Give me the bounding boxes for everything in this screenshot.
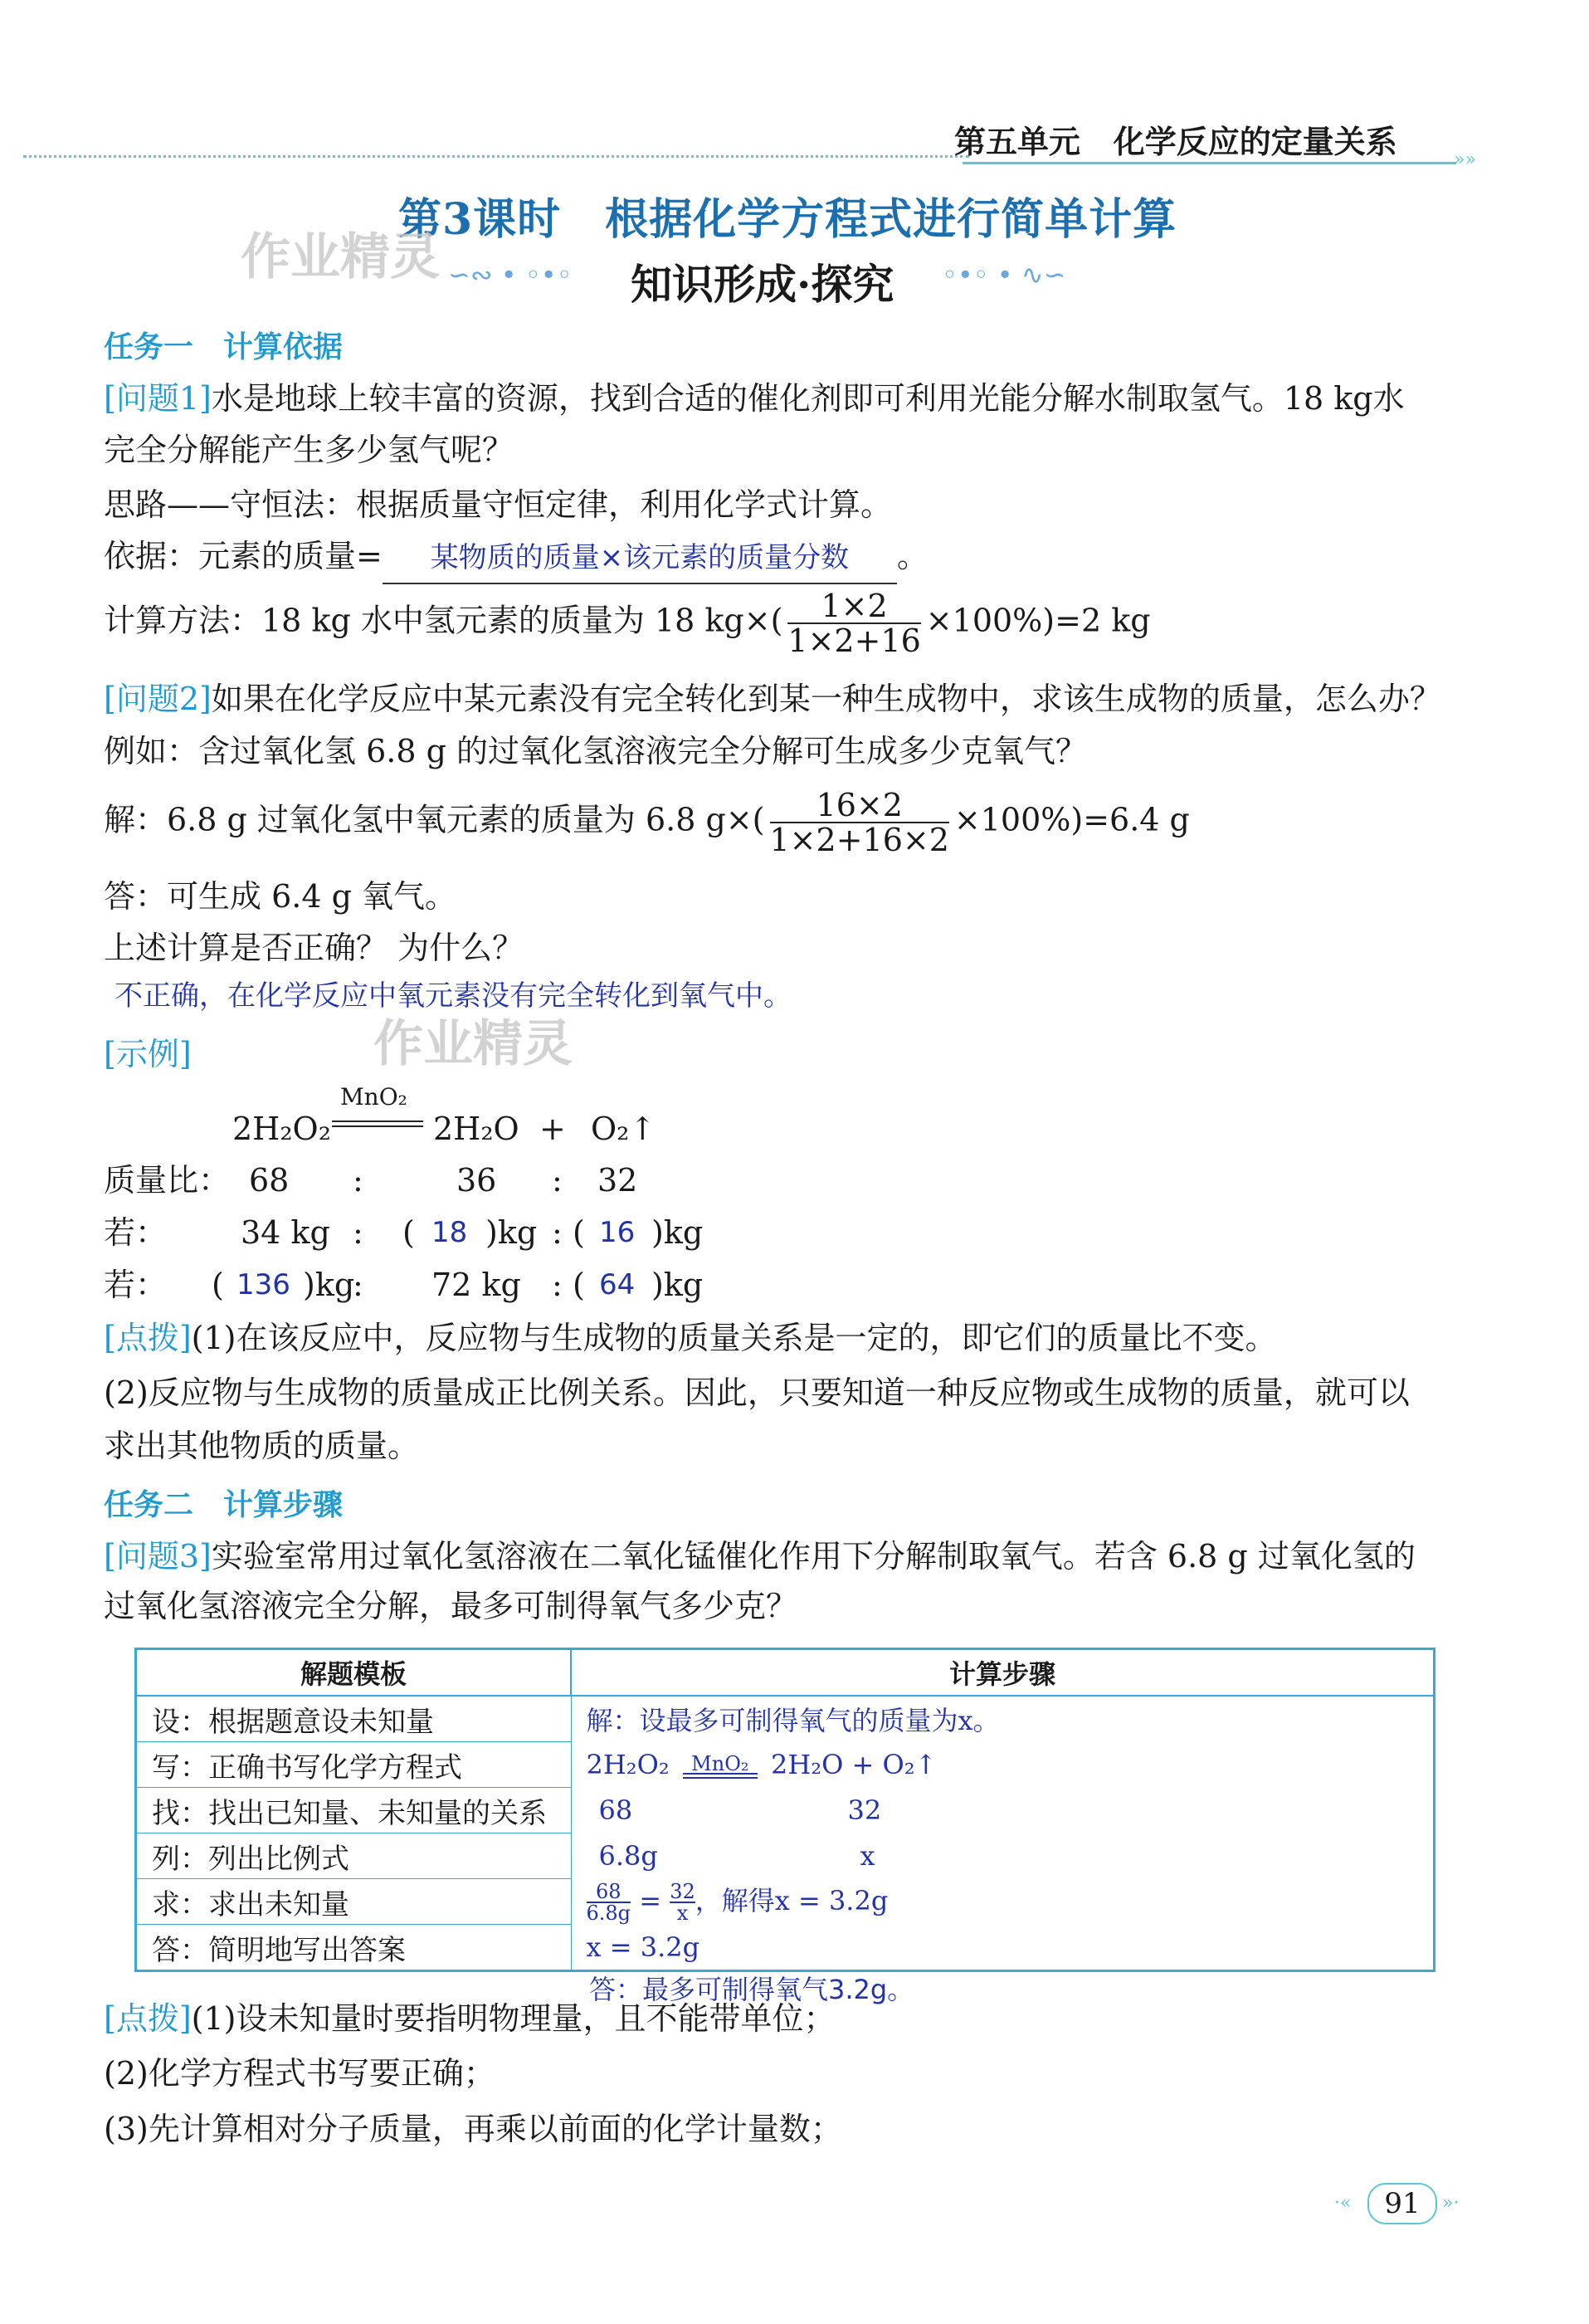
eq-arrow-line xyxy=(332,1120,423,1122)
row3-open: ( xyxy=(212,1267,224,1303)
ratio-colon: : xyxy=(552,1162,563,1199)
eq-arrow-line xyxy=(332,1125,423,1127)
row2-open: ( xyxy=(402,1214,415,1251)
fraction: $\frac{16\times 2}{1\times 2+16\times 2}$ xyxy=(769,787,949,858)
row2-unit: )kg xyxy=(651,1214,704,1251)
tip-2: (2)化学方程式书写要正确； xyxy=(104,2055,495,2092)
row2-colon: : xyxy=(552,1214,563,1251)
question-3: [问题3]实验室常用过氧化氢溶液在二氧化锰催化作用下分解制取氧气。若含 6.8 g 过氧化氢的 xyxy=(104,1538,1416,1575)
basis-answer: 某物质的质量×该元素的质量分数 xyxy=(430,541,850,574)
tip-2-cont: 求出其他物质的质量。 xyxy=(104,1428,420,1464)
question-tag: [问题1] xyxy=(104,380,212,417)
table-row xyxy=(136,1788,1435,1833)
ornament-right-icon: ◦•◦ • ∿∽ xyxy=(942,259,1066,290)
header-dotted-rule xyxy=(23,155,969,158)
ratio-a: 68 xyxy=(249,1162,290,1199)
tip-tag: [点拨] xyxy=(104,1320,192,1356)
ask-line: 上述计算是否正确？ 为什么？ xyxy=(104,930,524,966)
table-row xyxy=(136,1696,1435,1742)
lesson-title: 第3课时 根据化学方程式进行简单计算 xyxy=(398,194,1177,245)
table-row xyxy=(136,1879,1435,1925)
table-row xyxy=(136,1742,1435,1788)
row3-b: 72 kg xyxy=(431,1267,521,1303)
question-tag: [问题3] xyxy=(104,1538,212,1575)
watermark: 作业精灵 xyxy=(373,1015,573,1073)
row2-c-answer: 16 xyxy=(599,1216,636,1249)
row3-open: ( xyxy=(573,1267,585,1303)
row3-colon: : xyxy=(353,1267,363,1303)
step-answer: 答：最多可制得氧气3.2g。 xyxy=(589,1974,914,2005)
question-3-cont: 过氧化氢溶液完全分解，最多可制得氧气多少克？ xyxy=(104,1588,798,1624)
ornament-left-icon: ∽∾ • ◦•◦ xyxy=(448,259,573,290)
template-cell: 找：找出已知量、未知量的关系 xyxy=(136,1788,572,1833)
tip-2: (2)反应物与生成物的质量成正比例关系。因此，只要知道一种反应物或生成物的质量，就可以 xyxy=(104,1374,1410,1411)
question-1-cont: 完全分解能产生多少氢气呢？ xyxy=(104,432,514,468)
demo-tag: [示例] xyxy=(104,1036,192,1072)
step-cell: x = 3.2g xyxy=(571,1925,1435,1971)
tip-1: [点拨](1)在该反应中，反应物与生成物的质量关系是一定的，即它们的质量比不变。 xyxy=(104,1320,1277,1356)
fraction: $\frac{1\times 2}{1\times 2+16}$ xyxy=(787,588,921,659)
row2-unit: )kg xyxy=(485,1214,538,1251)
template-cell: 答：简明地写出答案 xyxy=(136,1925,572,1971)
idea-line: 思路——守恒法：根据质量守恒定律，利用化学式计算。 xyxy=(104,486,893,523)
row3-label: 若： xyxy=(104,1267,168,1303)
row2-label: 若： xyxy=(104,1214,168,1251)
ratio-colon: : xyxy=(353,1162,363,1199)
row3-a-answer: 136 xyxy=(236,1268,290,1301)
row3-unit: )kg xyxy=(303,1267,355,1303)
watermark: 作业精灵 xyxy=(241,228,440,286)
step-cell: 解：设最多可制得氧气的质量为x。 xyxy=(571,1696,1435,1742)
step-cell: 2H₂O₂ MnO₂ 2H₂O + O₂↑ xyxy=(571,1742,1435,1788)
solution-answer: 答：可生成 6.4 g 氧气。 xyxy=(104,878,456,915)
step-cell: 6.8g x xyxy=(571,1833,1435,1879)
table-header: 计算步骤 xyxy=(571,1649,1435,1697)
eq-condition: MnO₂ xyxy=(340,1083,407,1111)
template-cell: 求：求出未知量 xyxy=(136,1879,572,1925)
row2-colon: : xyxy=(353,1214,363,1251)
tip-3: (3)先计算相对分子质量，再乘以前面的化学计量数； xyxy=(104,2111,842,2147)
ask-answer: 不正确，在化学反应中氧元素没有完全转化到氧气中。 xyxy=(115,979,792,1013)
example-line: 例如：含过氧化氢 6.8 g 的过氧化氢溶液完全分解可生成多少克氧气？ xyxy=(104,733,1087,769)
question-2: [问题2]如果在化学反应中某元素没有完全转化到某一种生成物中，求该生成物的质量，怎么办？ xyxy=(104,681,1441,717)
unit-number: 第五单元 xyxy=(954,124,1081,160)
header-unit xyxy=(954,116,1397,162)
table-header-row xyxy=(136,1649,1435,1697)
chevron-left-icon: ·« xyxy=(1334,2193,1352,2214)
method-line: 计算方法：18 kg 水中氢元素的质量为 18 kg×( $\frac{1\times 2}{1\times 2+16}$ ×100%)=2 kg xyxy=(104,588,1151,659)
solution-line: 解：6.8 g 过氧化氢中氧元素的质量为 6.8 g×( $\frac{16\times 2}{1\times 2+16\times 2}$ ×100%)=6.4 g xyxy=(104,787,1190,858)
chevron-right-icon: »· xyxy=(1442,2193,1460,2214)
question-tag: [问题2] xyxy=(104,681,212,717)
eq-product-1: 2H₂O xyxy=(433,1111,519,1147)
row3-c-answer: 64 xyxy=(599,1268,636,1301)
row3-colon: : xyxy=(552,1267,563,1303)
chevron-right-icon: »» xyxy=(1454,149,1476,170)
steps-table xyxy=(134,1648,1435,1972)
row3-unit: )kg xyxy=(651,1267,704,1303)
eq-plus: + xyxy=(539,1111,566,1147)
row2-a: 34 kg xyxy=(241,1214,330,1251)
eq-product-2: O₂↑ xyxy=(591,1111,656,1147)
task-title: 任务一 计算依据 xyxy=(104,330,344,364)
unit-title: 化学反应的定量关系 xyxy=(1113,124,1397,160)
template-cell: 写：正确书写化学方程式 xyxy=(136,1742,572,1788)
eq-left: 2H₂O₂ xyxy=(232,1111,331,1147)
ratio-b: 36 xyxy=(456,1162,497,1199)
row2-open: ( xyxy=(573,1214,585,1251)
ratio-label: 质量比： xyxy=(104,1162,231,1199)
basis-line: 依据：元素的质量= 某物质的质量×该元素的质量分数 。 xyxy=(104,531,929,584)
tip-tag: [点拨] xyxy=(104,2000,192,2037)
page-number: 91 xyxy=(1367,2183,1437,2224)
header-solid-rule xyxy=(963,162,1456,164)
template-cell: 设：根据题意设未知量 xyxy=(136,1696,572,1742)
step-cell: $\frac{68}{6.8g}$ = $\frac{32}{x}$ ，解得x = 3.2g xyxy=(571,1879,1435,1925)
ratio-c: 32 xyxy=(597,1162,638,1199)
template-cell: 列：列出比例式 xyxy=(136,1833,572,1879)
section-banner: 知识形成·探究 xyxy=(631,260,894,309)
table-row xyxy=(136,1925,1435,1971)
task-title: 任务二 计算步骤 xyxy=(104,1488,344,1522)
step-cell: 68 32 xyxy=(571,1788,1435,1833)
table-header: 解题模板 xyxy=(136,1649,572,1697)
row2-b-answer: 18 xyxy=(431,1216,468,1249)
table-row xyxy=(136,1833,1435,1879)
tip-1: [点拨](1)设未知量时要指明物理量，且不能带单位； xyxy=(104,2000,836,2037)
question-1: [问题1]水是地球上较丰富的资源，找到合适的催化剂即可利用光能分解水制取氢气。18 kg水 xyxy=(104,380,1405,417)
